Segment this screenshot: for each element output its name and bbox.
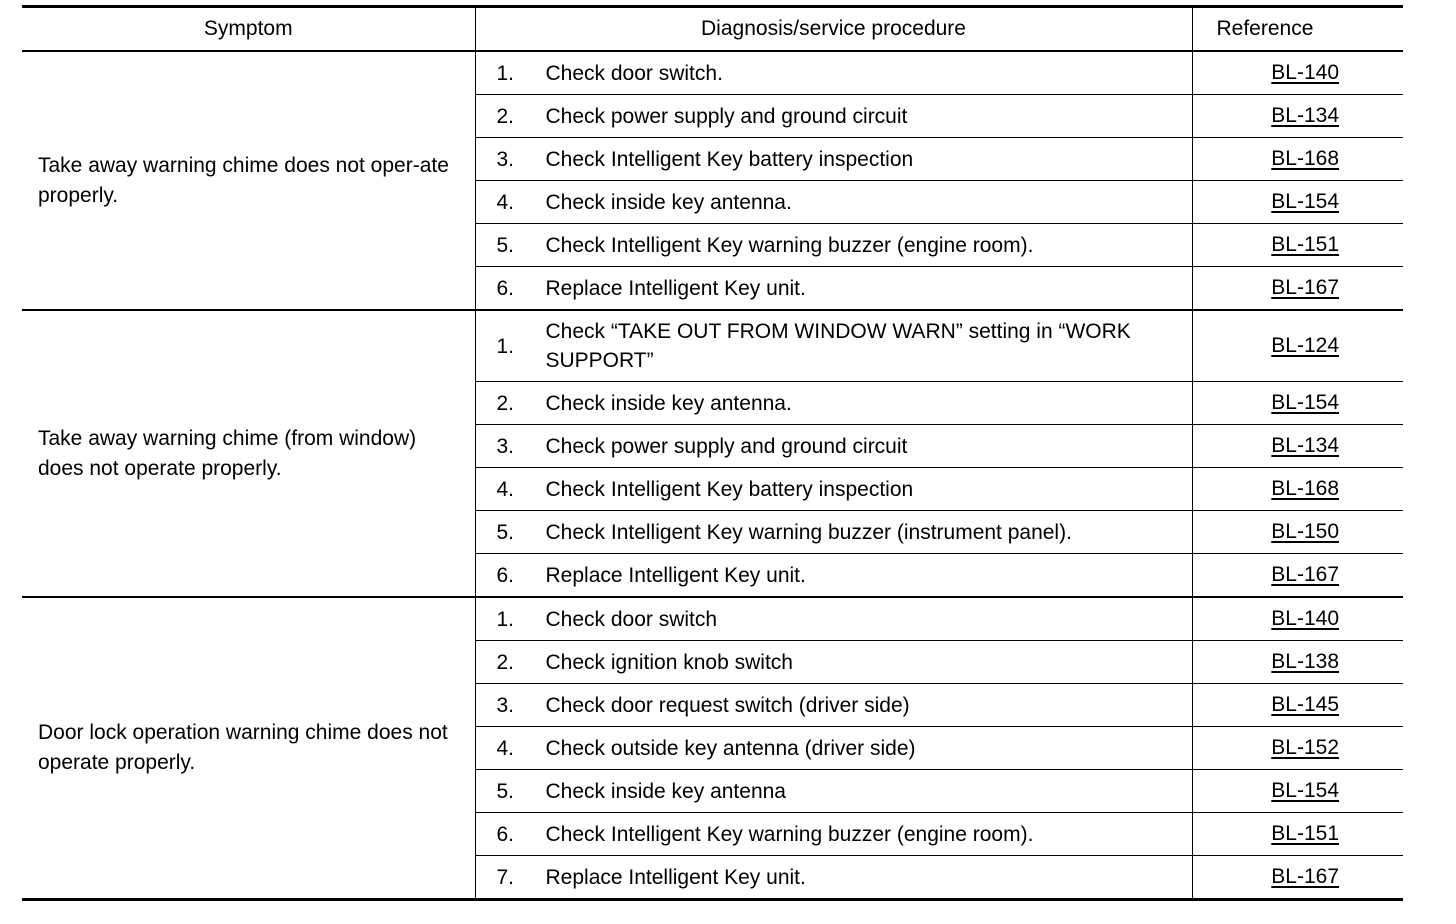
reference-cell bbox=[1192, 511, 1403, 554]
step-text: Check “TAKE OUT FROM WINDOW WARN” setting in “WORK SUPPORT” bbox=[545, 320, 1131, 372]
reference-link[interactable]: BL-168 bbox=[1271, 147, 1339, 170]
reference-cell bbox=[1192, 813, 1403, 856]
reference-link[interactable]: BL-138 bbox=[1271, 650, 1339, 673]
step-number: 1. bbox=[496, 607, 515, 631]
reference-link[interactable]: BL-140 bbox=[1271, 61, 1339, 84]
reference-cell bbox=[1192, 310, 1403, 382]
reference-cell bbox=[1192, 425, 1403, 468]
step-number: 6. bbox=[496, 563, 515, 587]
procedure-cell bbox=[475, 224, 1192, 267]
step-number: 6. bbox=[496, 276, 515, 300]
reference-cell bbox=[1192, 684, 1403, 727]
procedure-cell bbox=[475, 138, 1192, 181]
reference-link[interactable]: BL-168 bbox=[1271, 477, 1339, 500]
step-number: 1. bbox=[496, 334, 515, 358]
reference-link[interactable]: BL-151 bbox=[1271, 233, 1339, 256]
reference-cell bbox=[1192, 267, 1403, 311]
reference-link[interactable]: BL-152 bbox=[1271, 736, 1339, 759]
step-text: Check power supply and ground circuit bbox=[545, 104, 908, 128]
table-row bbox=[22, 51, 1403, 95]
step-text: Check Intelligent Key battery inspection bbox=[545, 147, 914, 171]
step-text: Check Intelligent Key warning buzzer (engine room). bbox=[545, 822, 1034, 846]
procedure-cell bbox=[475, 181, 1192, 224]
step-text: Replace Intelligent Key unit. bbox=[545, 865, 806, 889]
step-number: 5. bbox=[496, 233, 515, 257]
reference-link[interactable]: BL-124 bbox=[1271, 334, 1339, 357]
step-text: Check Intelligent Key warning buzzer (instrument panel). bbox=[545, 520, 1072, 544]
reference-cell bbox=[1192, 51, 1403, 95]
reference-cell bbox=[1192, 727, 1403, 770]
procedure-cell bbox=[475, 684, 1192, 727]
step-number: 7. bbox=[496, 865, 515, 889]
step-number: 4. bbox=[496, 736, 515, 760]
reference-link[interactable]: BL-154 bbox=[1271, 779, 1339, 802]
procedure-cell bbox=[475, 813, 1192, 856]
step-text: Check inside key antenna. bbox=[545, 190, 792, 214]
reference-cell bbox=[1192, 95, 1403, 138]
symptom-cell: Take away warning chime (from window) does not operate properly. bbox=[22, 310, 475, 597]
step-text: Check inside key antenna bbox=[545, 779, 786, 803]
step-number: 4. bbox=[496, 477, 515, 501]
procedure-cell bbox=[475, 770, 1192, 813]
step-text: Replace Intelligent Key unit. bbox=[545, 276, 806, 300]
procedure-cell bbox=[475, 51, 1192, 95]
step-text: Check door switch bbox=[545, 607, 718, 631]
procedure-cell bbox=[475, 727, 1192, 770]
step-text: Check outside key antenna (driver side) bbox=[545, 736, 916, 760]
reference-cell bbox=[1192, 597, 1403, 641]
procedure-cell bbox=[475, 382, 1192, 425]
reference-link[interactable]: BL-145 bbox=[1271, 693, 1339, 716]
step-number: 3. bbox=[496, 147, 515, 171]
reference-cell bbox=[1192, 856, 1403, 900]
procedure-cell bbox=[475, 310, 1192, 382]
step-number: 6. bbox=[496, 822, 515, 846]
step-text: Check Intelligent Key battery inspection bbox=[545, 477, 914, 501]
procedure-cell bbox=[475, 511, 1192, 554]
procedure-cell bbox=[475, 468, 1192, 511]
step-text: Check inside key antenna. bbox=[545, 391, 792, 415]
reference-cell bbox=[1192, 138, 1403, 181]
header-row bbox=[22, 7, 1403, 52]
procedure-cell bbox=[475, 641, 1192, 684]
step-text: Check ignition knob switch bbox=[545, 650, 793, 674]
table-row bbox=[22, 597, 1403, 641]
reference-link[interactable]: BL-154 bbox=[1271, 391, 1339, 414]
step-text: Check door request switch (driver side) bbox=[545, 693, 910, 717]
header-reference: Reference bbox=[1216, 17, 1314, 40]
procedure-cell bbox=[475, 856, 1192, 900]
step-number: 5. bbox=[496, 520, 515, 544]
step-number: 2. bbox=[496, 391, 515, 415]
reference-cell bbox=[1192, 224, 1403, 267]
symptom-cell: Take away warning chime does not oper-ate properly. bbox=[22, 51, 475, 310]
symptom-cell: Door lock operation warning chime does not operate properly. bbox=[22, 597, 475, 900]
step-number: 2. bbox=[496, 104, 515, 128]
step-text: Replace Intelligent Key unit. bbox=[545, 563, 806, 587]
reference-cell bbox=[1192, 641, 1403, 684]
step-number: 3. bbox=[496, 693, 515, 717]
step-number: 1. bbox=[496, 61, 515, 85]
reference-link[interactable]: BL-154 bbox=[1271, 190, 1339, 213]
reference-cell bbox=[1192, 468, 1403, 511]
reference-link[interactable]: BL-167 bbox=[1271, 865, 1339, 888]
step-text: Check Intelligent Key warning buzzer (engine room). bbox=[545, 233, 1034, 257]
step-number: 4. bbox=[496, 190, 515, 214]
header-symptom: Symptom bbox=[22, 7, 475, 52]
step-text: Check door switch. bbox=[545, 61, 723, 85]
reference-cell bbox=[1192, 181, 1403, 224]
reference-link[interactable]: BL-167 bbox=[1271, 276, 1339, 299]
reference-link[interactable]: BL-150 bbox=[1271, 520, 1339, 543]
table-row bbox=[22, 310, 1403, 382]
step-number: 5. bbox=[496, 779, 515, 803]
reference-link[interactable]: BL-167 bbox=[1271, 563, 1339, 586]
reference-cell bbox=[1192, 770, 1403, 813]
diagnosis-table bbox=[22, 5, 1403, 901]
step-number: 3. bbox=[496, 434, 515, 458]
procedure-cell bbox=[475, 554, 1192, 598]
procedure-cell bbox=[475, 425, 1192, 468]
header-procedure: Diagnosis/service procedure bbox=[475, 7, 1192, 52]
step-text: Check power supply and ground circuit bbox=[545, 434, 908, 458]
reference-link[interactable]: BL-151 bbox=[1271, 822, 1339, 845]
reference-cell bbox=[1192, 554, 1403, 598]
reference-link[interactable]: BL-140 bbox=[1271, 607, 1339, 630]
reference-cell bbox=[1192, 382, 1403, 425]
procedure-cell bbox=[475, 95, 1192, 138]
step-number: 2. bbox=[496, 650, 515, 674]
reference-link[interactable]: BL-134 bbox=[1271, 434, 1339, 457]
procedure-cell bbox=[475, 597, 1192, 641]
reference-link[interactable]: BL-134 bbox=[1271, 104, 1339, 127]
procedure-cell bbox=[475, 267, 1192, 311]
